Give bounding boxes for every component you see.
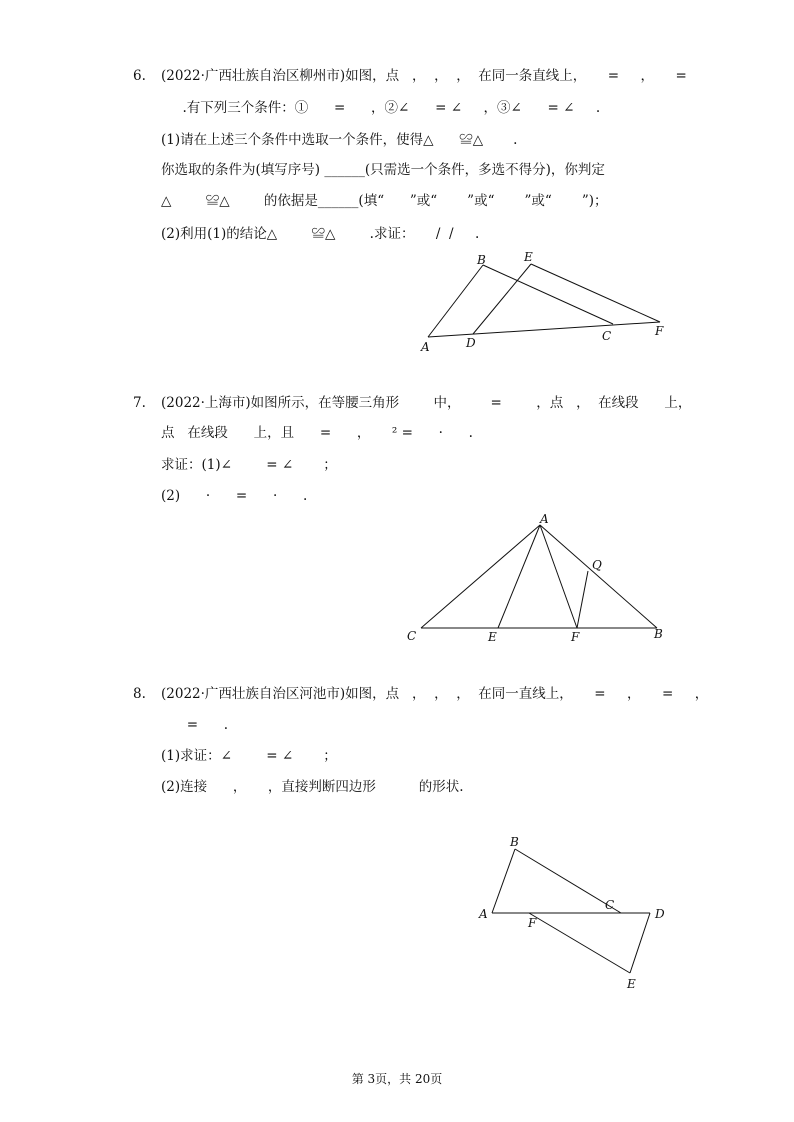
- q8-number: 8.: [133, 686, 146, 702]
- q6-line-6: (2)利用(1)的结论△ ≌△ .求证： / / .: [161, 226, 480, 242]
- q8-figure: [475, 830, 675, 995]
- q6-segment-bc: [483, 265, 613, 324]
- q8-label-e: E: [627, 977, 636, 991]
- q8-label-d: D: [655, 907, 665, 921]
- q6-label-d: D: [466, 336, 476, 350]
- q8-label-c: C: [605, 898, 615, 912]
- q6-label-f: F: [655, 324, 664, 338]
- q7-line-4: (2) · = · .: [161, 488, 308, 504]
- q7-line-2: 点 在线段 上，且 = ， ² = · .: [161, 425, 473, 441]
- q7-segment-af: [540, 525, 577, 628]
- q6-line-1: (2022·广西壮族自治区柳州市)如图，点 ， ， ， 在同一条直线上， = ， =: [161, 68, 687, 84]
- q7-figure: [400, 508, 670, 643]
- q6-label-a: A: [421, 340, 430, 354]
- q6-label-c: C: [602, 329, 612, 343]
- q6-figure: [415, 248, 675, 358]
- q6-segment-ab: [428, 265, 483, 337]
- q6-line-4: 你选取的条件为(填写序号) ______(只需选一个条件，多选不得分)，你判定: [161, 162, 605, 178]
- q7-segment-ca: [421, 525, 540, 628]
- q8-segment-ab: [492, 849, 515, 913]
- q7-segment-ab: [540, 525, 657, 628]
- q8-label-a: A: [479, 907, 488, 921]
- q7-label-e: E: [488, 630, 497, 643]
- q7-line-1: (2022·上海市)如图所示，在等腰三角形 中， = ，点 ， 在线段 上，: [161, 395, 692, 411]
- q6-segment-de: [473, 264, 531, 334]
- q6-line-3: (1)请在上述三个条件中选取一个条件，使得△ ≌△ .: [161, 132, 518, 148]
- q8-label-b: B: [510, 835, 519, 849]
- q7-number: 7.: [133, 395, 146, 411]
- q8-line-4: (2)连接 ， ，直接判断四边形 的形状.: [161, 779, 464, 795]
- q7-label-b: B: [654, 627, 663, 641]
- q6-line-5: △ ≌△ 的依据是______(填“ ”或“ ”或“ ”或“ ”)；: [161, 193, 608, 209]
- q7-label-f: F: [571, 630, 580, 643]
- q7-label-q: Q: [592, 558, 602, 572]
- q8-line-1: (2022·广西壮族自治区河池市)如图，点 ， ， ， 在同一直线上， = ， = ，: [161, 686, 709, 702]
- q6-segment-af: [428, 322, 660, 337]
- q8-line-3: (1)求证：∠ = ∠ ；: [161, 748, 337, 764]
- page-footer: 第 3页，共 20页: [351, 1072, 443, 1086]
- q7-line-3: 求证：(1)∠ = ∠ ；: [161, 457, 337, 473]
- q7-segment-fq: [577, 571, 588, 628]
- q8-segment-de: [630, 913, 650, 973]
- q6-segment-ef: [531, 264, 660, 322]
- q6-line-2: .有下列三个条件：① = ，②∠ = ∠ ，③∠ = ∠ .: [161, 100, 601, 116]
- q8-line-2: = .: [161, 717, 229, 733]
- q7-label-a: A: [540, 512, 549, 526]
- q7-label-c: C: [407, 629, 417, 643]
- q6-label-b: B: [477, 253, 486, 267]
- q6-label-e: E: [524, 250, 533, 264]
- q6-number: 6.: [133, 68, 146, 84]
- q7-segment-ae: [498, 525, 540, 628]
- q8-segment-ef: [529, 913, 630, 973]
- q8-label-f: F: [528, 916, 537, 930]
